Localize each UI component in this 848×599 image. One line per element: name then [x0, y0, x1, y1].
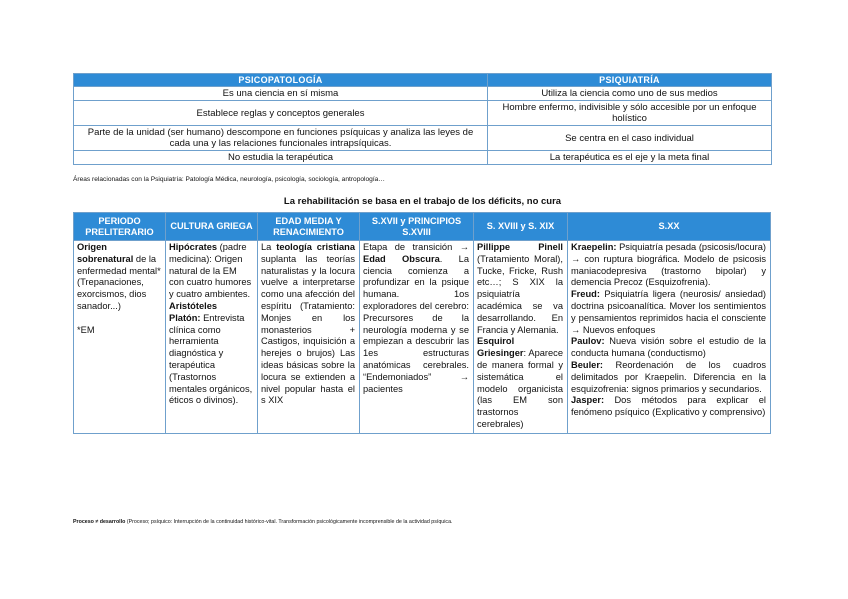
table-cell: Hombre enfermo, indivisible y sólo accesible por un enfoque holístico — [488, 101, 772, 126]
cell-s-xx — [568, 241, 771, 434]
cell-text: Psiquiatría pesada (psicosis/locura) → con ruptura biográfica. Modelo de psicosis maniacodepresiva (trastorno bipolar) y demencia Precoz (Esquizofrenia). — [571, 242, 766, 288]
term: Paulov: — [571, 336, 605, 347]
cell-edad-media — [258, 241, 360, 434]
header-psiquiatria: PSIQUIATRÍA — [488, 74, 772, 87]
table-row — [74, 151, 772, 165]
term: teología cristiana — [276, 242, 355, 252]
comparison-table — [73, 73, 772, 165]
term: Pillippe Pinell — [477, 242, 563, 252]
cell-text: de la enfermedad mental* (Trepanaciones, exorcismos, dios sanador...) — [77, 253, 161, 311]
header-cultura-griega: CULTURA GRIEGA — [166, 213, 258, 241]
term: Aristóteles — [169, 300, 218, 311]
table-row — [74, 101, 772, 126]
header-periodo-preliterario: PERIODO PRELITERARIO — [74, 213, 166, 241]
cell-text: Dos métodos para explicar el fenómeno psíquico (Explicativo y comprensivo) — [571, 395, 766, 418]
table-cell: Parte de la unidad (ser humano) descompone en funciones psíquicas y analiza las leyes de cada una y las relaciones funcionales intrapsíquicas. — [74, 126, 488, 151]
term: Esquirol — [477, 336, 515, 347]
table-header-row — [74, 74, 772, 87]
footnote-text: (Proceso; psíquico: Interrupción de la continuidad histórico-vital. Transformación psicológicamente incomprensible de la actividad psíquica. — [126, 519, 453, 525]
term: Platón: — [169, 312, 201, 323]
table-cell: Es una ciencia en sí misma — [74, 87, 488, 101]
table-row — [74, 87, 772, 101]
cell-text: Psiquiatría ligera (neurosis/ ansiedad) doctrina psicoanalítica. Mover los sentimientos y pensamientos reprimidos hacia el consciente → Nuevos enfoques — [571, 289, 766, 335]
term: Origen sobrenatural — [77, 242, 134, 264]
table-cell: Utiliza la ciencia como uno de sus medios — [488, 87, 772, 101]
table-cell: Establece reglas y conceptos generales — [74, 101, 488, 126]
header-s-xviii-xix: S. XVIII y S. XIX — [474, 213, 568, 241]
term: Jasper: — [571, 395, 605, 406]
table-cell: No estudia la terapéutica — [74, 151, 488, 165]
header-s-xvii: S.XVII y PRINCIPIOS S.XVIII — [360, 213, 474, 241]
cell-cultura-griega — [166, 241, 258, 434]
cell-s-xvii — [360, 241, 474, 434]
term: Beuler: — [571, 359, 604, 370]
footnote-term: Proceso ≠ desarrollo — [73, 519, 126, 525]
table-row — [74, 241, 771, 434]
term: Edad Obscura — [363, 253, 440, 264]
cell-text: Reordenación de los cuadros delimitados por Kraepelin. Diferencia en la esquizofrenia: signos primarios y secundarios. — [571, 359, 766, 394]
table-cell: La terapéutica es el eje y la meta final — [488, 151, 772, 165]
cell-text: Entrevista clínica como herramienta diagnóstica y terapéutica (Trastornos mentales orgánicos, éticos o divinos). — [169, 312, 253, 406]
cell-text: . La ciencia comienza a profundizar en la psique humana. 1os exploradores del cerebro: Precursores de la neurología moderna y se empiezan a descubrir las 1es estructuras anatómicas cerebrales. “Endemoniados” → pacientes — [363, 253, 469, 394]
table-header-row — [74, 213, 771, 241]
cell-s-xviii-xix — [474, 241, 568, 434]
table-cell: Se centra en el caso individual — [488, 126, 772, 151]
related-areas-note: Áreas relacionadas con la Psiquiatría: Patología Médica, neurología, psicología, sociología, antropología… — [73, 176, 385, 183]
header-s-xx: S.XX — [568, 213, 771, 241]
footnote — [73, 519, 453, 525]
header-edad-media: EDAD MEDIA Y RENACIMIENTO — [258, 213, 360, 241]
cell-text: Nueva visión sobre el estudio de la conducta humana (conductismo) — [571, 336, 766, 359]
history-table — [73, 212, 771, 434]
cell-text: suplanta las teorías naturalistas y la locura vuelve a interpretarse como una afección del espíritu (Tratamiento: Monjes en los monasterios + Castigos, inquisición a herejes o brujos) Las ideas básicas sobre la locura se extienden a nivel popular hasta el s XIX — [261, 253, 355, 406]
cell-text: La — [261, 242, 272, 252]
cell-text: Etapa de transición → — [363, 242, 469, 252]
cell-preliterario — [74, 241, 166, 434]
cell-text: : Aparece de manera formal y sistemática el modelo organicista (las EM son trastornos cerebrales) — [477, 348, 563, 429]
cell-note: *EM — [77, 324, 95, 335]
cell-text: (Tratamiento Moral), Tucke, Fricke, Rush etc…; S XIX la psiquiatría académica se va desarrollando. En Francia y Alemania. — [477, 253, 563, 335]
header-psicopatologia: PSICOPATOLOGÍA — [74, 74, 488, 87]
table-row — [74, 126, 772, 151]
term: Hipócrates — [169, 242, 218, 252]
section-title: La rehabilitación se basa en el trabajo de los déficits, no cura — [283, 196, 562, 207]
term: Kraepelin: — [571, 242, 617, 252]
term: Freud: — [571, 289, 600, 300]
cell-text: (padre medicina): Origen natural de la EM con cuatro humores y cuatro ambientes. — [169, 242, 252, 300]
term: Griesinger — [477, 348, 524, 359]
